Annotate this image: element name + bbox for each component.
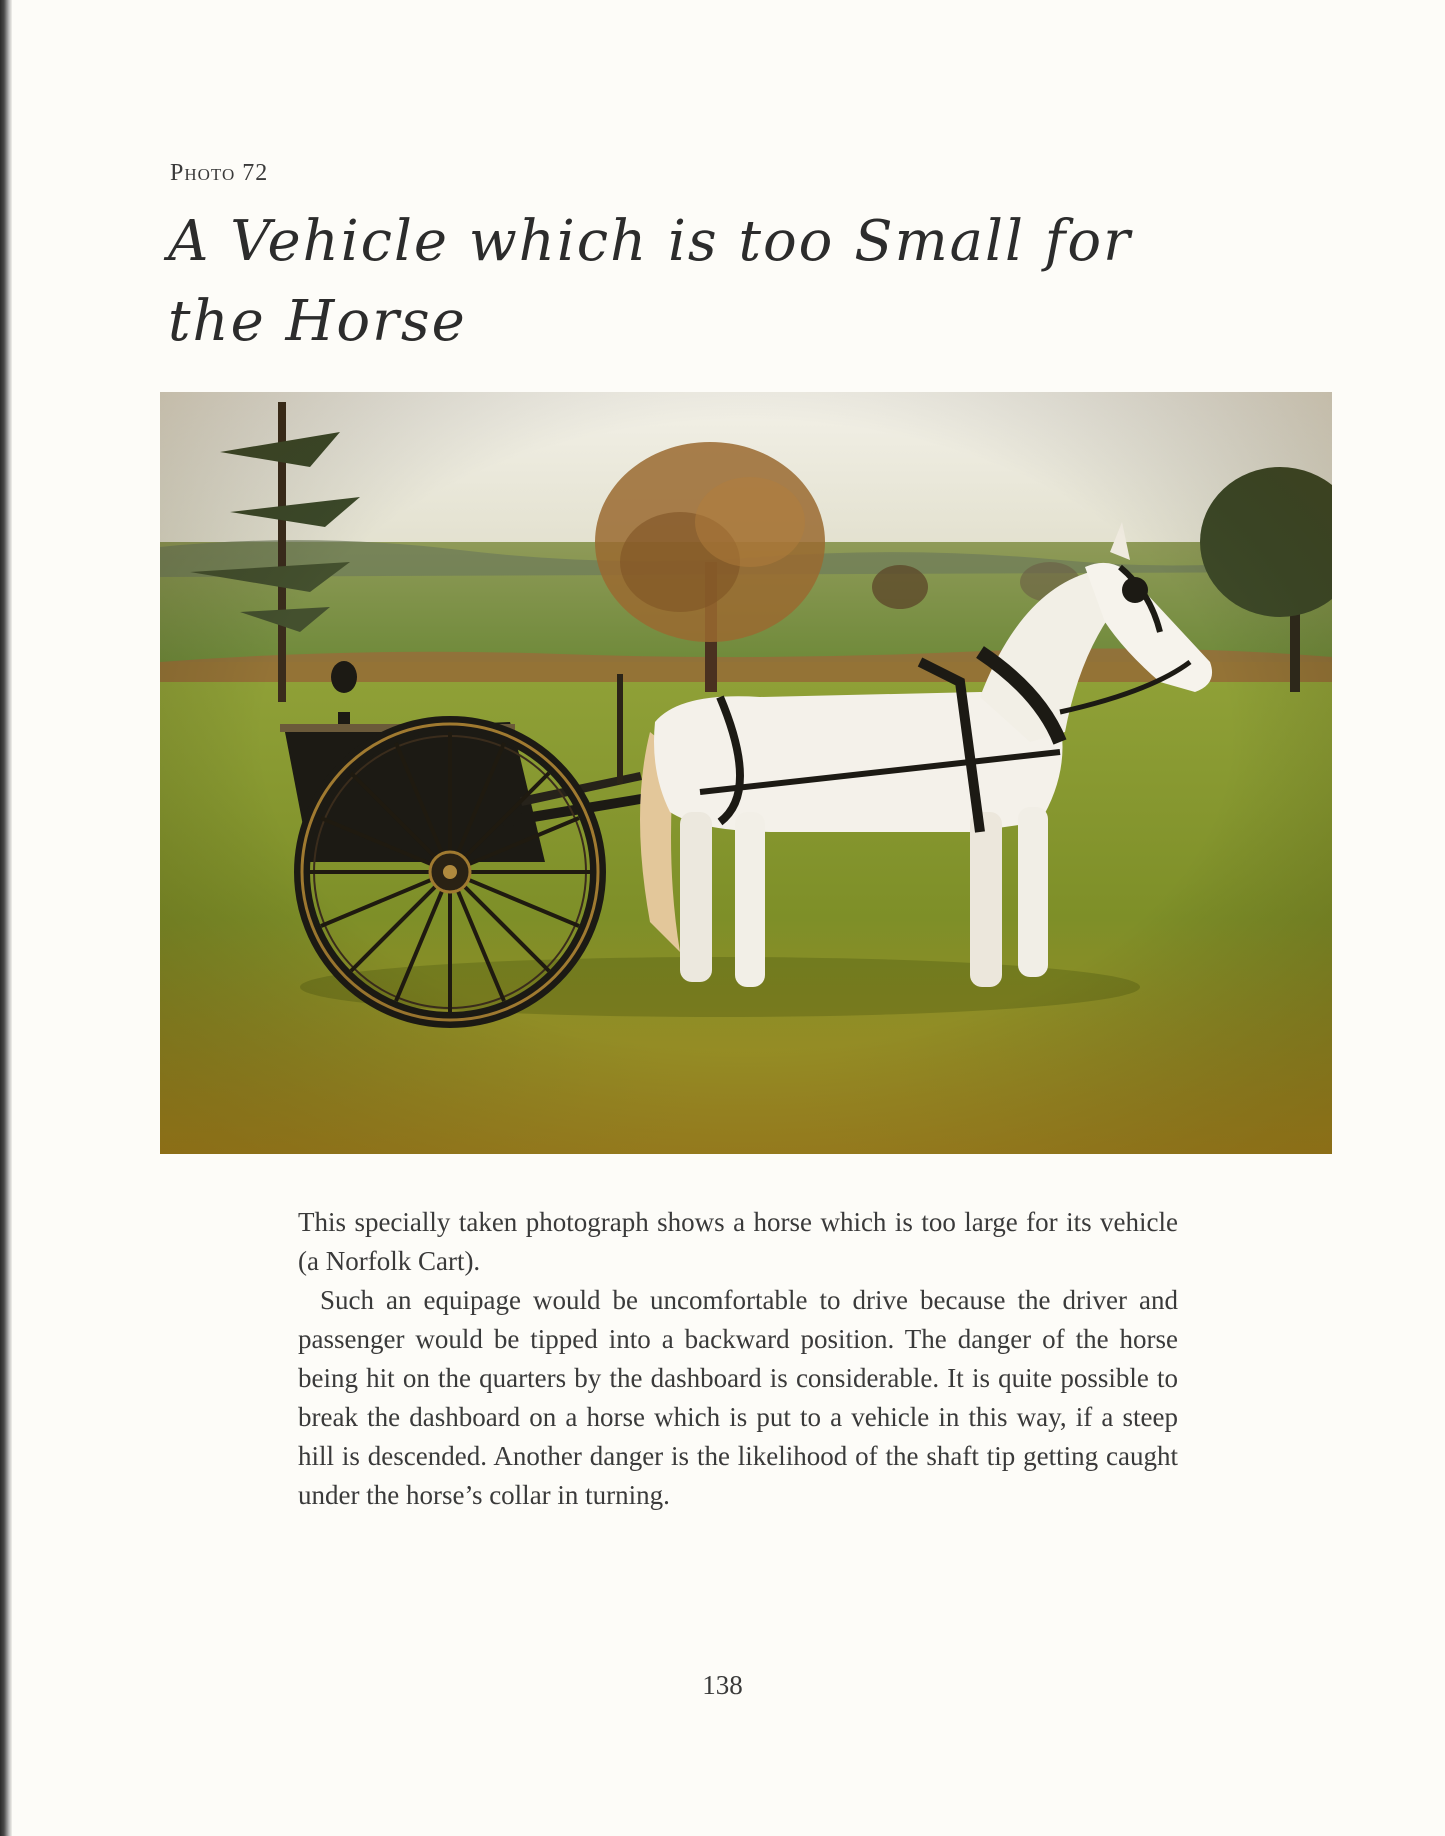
horse-cart-photo xyxy=(160,392,1332,1154)
book-spine-edge xyxy=(0,0,12,1836)
caption-body xyxy=(298,1203,1178,1515)
caption-paragraph-1: This specially taken photograph shows a horse which is too large for its vehicle (a Norfolk Cart). xyxy=(298,1207,1178,1276)
photo-label-prefix: Photo xyxy=(170,160,236,186)
page-title: A Vehicle which is too Small for the Horse xyxy=(168,209,1132,354)
photo-vignette xyxy=(160,392,1332,1154)
caption-paragraph-2: Such an equipage would be uncomfortable to drive because the driver and passenger would be tipped into a backward position. The danger of the horse being hit on the quarters by the dashboard is considerable. It is quite possible to break the dashboard on a horse which is put to a vehicle in this way, if a steep hill is descended. Another danger is the likelihood of the shaft tip getting caught under the horse’s collar in turning. xyxy=(298,1285,1178,1510)
page-number: 138 xyxy=(702,1670,743,1700)
photo-label xyxy=(170,160,268,187)
photo-label-number: 72 xyxy=(242,160,269,186)
photo-illustration xyxy=(160,392,1332,1154)
